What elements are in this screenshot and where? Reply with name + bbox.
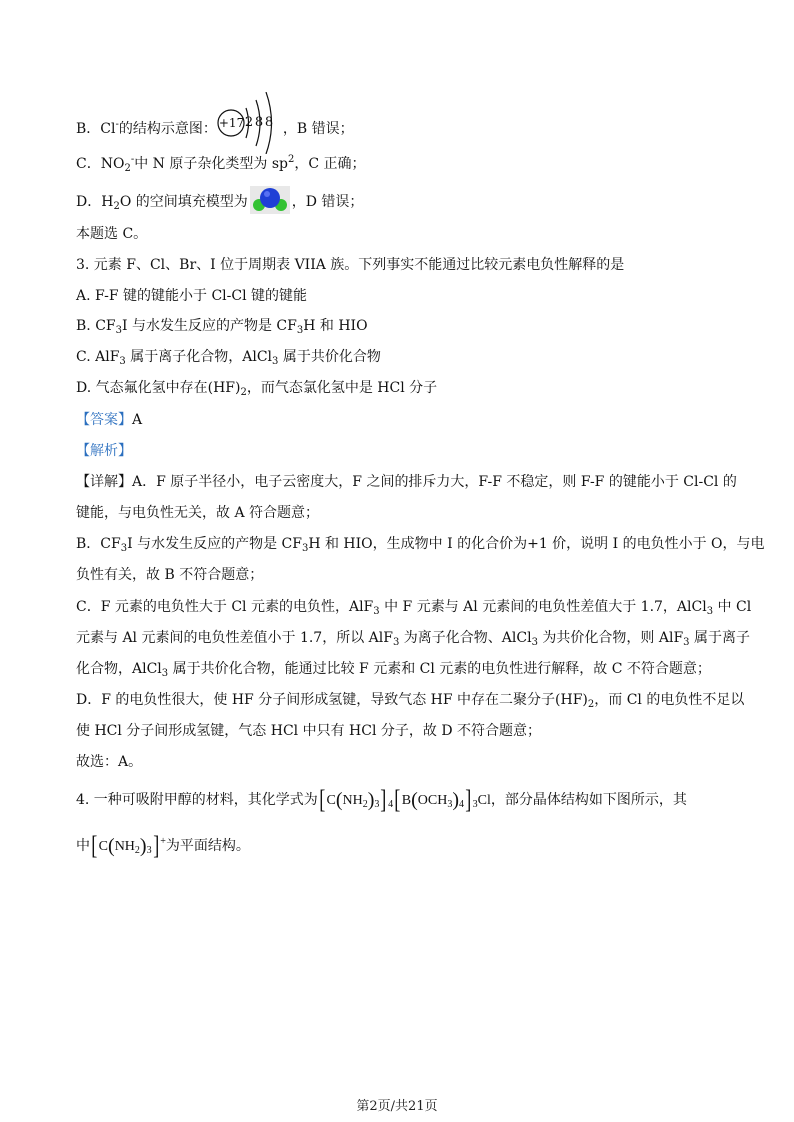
question-3-stem: 3. 元素 F、Cl、Br、I 位于周期表 VIIA 族。下列事实不能通过比较元素电负性解释的是 xyxy=(76,257,625,273)
analysis-label: 【解析】 xyxy=(76,443,132,459)
answer-line xyxy=(76,410,142,430)
detail-b-line-2: 负性有关，故 B 不符合题意； xyxy=(76,567,264,583)
detail-b-line-1: B．$CF_3I$ 与水发生反应的产物是 $CF_3H$ 和 HIO，生成物中 I 的化合价为+1 价，说明 I 的电负性小于 O，与电 xyxy=(76,536,765,554)
detail-d-line-2: 使 HCl 分子间形成氢键，气态 HCl 中只有 HCl 分子，故 D 不符合题意； xyxy=(76,723,542,739)
answer-value: A xyxy=(132,412,143,428)
detail-c-line-1: C．F 元素的电负性大于 Cl 元素的电负性，AlF$_3$ 中 F 元素与 Al 元素间的电负性差值大于 1.7，AlCl$_3$ 中 Cl xyxy=(76,599,752,617)
cation-formula: $[C(NH_2)_3]^+$ xyxy=(91,831,166,860)
answer-label: 【答案】 xyxy=(76,412,132,428)
option-b: B. $CF_3I$ 与水发生反应的产物是 $CF_3H$ 和 HIO xyxy=(76,318,368,336)
option-d: D. 气态氟化氢中存在$(HF)_2$，而气态氯化氢中是 HCl 分子 xyxy=(76,380,438,398)
conclusion-text: 本题选 C。 xyxy=(76,226,148,242)
cl-ion-structure-diagram: +17 2 8 8 xyxy=(217,92,283,154)
detail-a-line-2: 键能，与电负性无关，故 A 符合题意； xyxy=(76,505,320,521)
line-b: B．Cl-的结构示意图： +17 2 8 8 ，B 错误； xyxy=(76,92,354,154)
question-4-line-1: 4. 一种可吸附甲醇的材料，其化学式为$[C(NH_2)_3]_4[B(OCH_3)_4]_3Cl$，部分晶体结构如下图所示，其 xyxy=(76,785,687,814)
detail-label: 【详解】 xyxy=(76,474,132,490)
water-space-filling-model-image xyxy=(250,186,290,214)
detail-c-line-3: 化合物，AlCl$_3$ 属于共价化合物，能通过比较 F 元素和 Cl 元素的电负性进行解释，故 C 不符合题意； xyxy=(76,661,711,679)
page-footer: 第2页/共21页 xyxy=(356,1099,438,1114)
line-d: D．$H_2O$ 的空间填充模型为 ，D 错误； xyxy=(76,186,363,217)
option-c: C. AlF$_3$ 属于离子化合物，AlCl$_3$ 属于共价化合物 xyxy=(76,349,381,367)
line-c: C．$NO_2^-$中 N 原子杂化类型为 $sp^2$，C 正确； xyxy=(76,154,366,174)
chemical-formula: $[C(NH_2)_3]_4[B(OCH_3)_4]_3Cl$ xyxy=(319,785,491,814)
detail-d-line-1: D．F 的电负性很大，使 HF 分子间形成氢键，导致气态 HF 中存在二聚分子$(HF)_2$，而 Cl 的电负性不足以 xyxy=(76,692,745,710)
final-answer: 故选：A。 xyxy=(76,754,143,770)
question-4-line-2: 中$[C(NH_2)_3]^+$为平面结构。 xyxy=(76,831,250,860)
detail-c-line-2: 元素与 Al 元素间的电负性差值小于 1.7，所以 AlF$_3$ 为离子化合物、AlCl$_3$ 为共价化合物，则 AlF$_3$ 属于离子 xyxy=(76,630,750,648)
option-a: A. F-F 键的键能小于 Cl-Cl 键的键能 xyxy=(76,288,307,304)
detail-a-line-1: 【详解】A．F 原子半径小，电子云密度大，F 之间的排斥力大，F-F 不稳定，则 F-F 的键能小于 Cl-Cl 的 xyxy=(76,474,737,490)
